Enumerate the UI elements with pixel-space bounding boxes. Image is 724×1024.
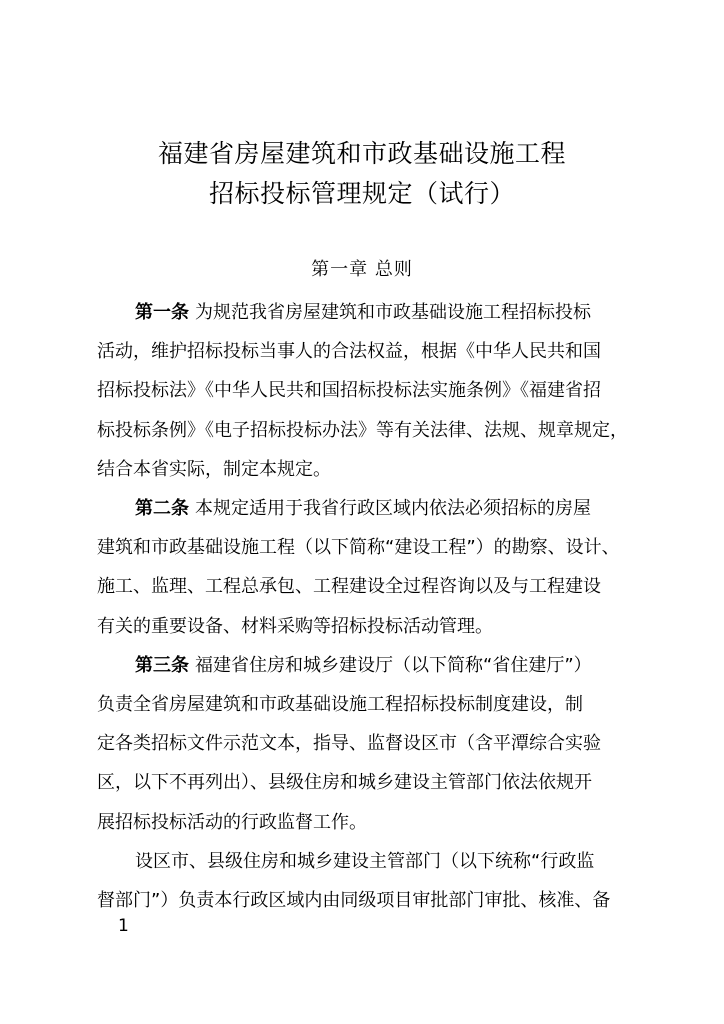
chapter-heading: 第一章 总则 bbox=[311, 259, 413, 280]
paragraph-line: 建筑和市政基础设施工程（以下简称“建设工程”）的勘察、设计、 bbox=[97, 537, 620, 559]
article-label: 第一条 bbox=[135, 302, 189, 323]
paragraph-line: 展招标投标活动的行政监督工作。 bbox=[97, 811, 367, 833]
title-line-1: 福建省房屋建筑和市政基础设施工程 bbox=[157, 139, 566, 168]
paragraph-line: 定各类招标文件示范文本，指导、监督设区市（含平潭综合实验 bbox=[97, 733, 601, 755]
paragraph-line bbox=[97, 293, 653, 332]
page-number: 1 bbox=[118, 916, 129, 936]
paragraph-line: 施工、监理、工程总承包、工程建设全过程咨询以及与工程建设 bbox=[97, 576, 601, 598]
paragraph-line: 负责全省房屋建筑和市政基础设施工程招标投标制度建设，制 bbox=[97, 694, 583, 716]
title-line-2: 招标投标管理规定（试行） bbox=[208, 179, 515, 208]
document-title bbox=[0, 134, 724, 214]
article-text: 福建省住房和城乡建设厅（以下简称“省住建厅”） bbox=[195, 654, 592, 676]
document-body bbox=[97, 293, 653, 920]
paragraph-line: 督部门”）负责本行政区域内由同级项目审批部门审批、核准、备 bbox=[97, 890, 611, 912]
paragraph-line bbox=[97, 646, 653, 685]
article-label: 第二条 bbox=[135, 498, 189, 520]
paragraph-line: 招标投标法》《中华人民共和国招标投标法实施条例》《福建省招 bbox=[97, 380, 601, 402]
paragraph-line bbox=[97, 489, 653, 528]
article-text: 为规范我省房屋建筑和市政基础设施工程招标投标 bbox=[195, 302, 591, 323]
paragraph-line: 区，以下不再列出）、县级住房和城乡建设主管部门依法依规开 bbox=[97, 772, 592, 794]
article-label: 第三条 bbox=[135, 654, 189, 676]
paragraph-line: 活动，维护招标投标当事人的合法权益，根据《中华人民共和国 bbox=[97, 341, 601, 363]
paragraph-line: 标投标条例》《电子招标投标办法》等有关法律、法规、规章规定， bbox=[97, 419, 628, 441]
article-text: 本规定适用于我省行政区域内依法必须招标的房屋 bbox=[195, 498, 591, 520]
article-2 bbox=[97, 489, 653, 646]
article-3 bbox=[97, 646, 653, 842]
trailing-paragraph bbox=[97, 842, 653, 920]
paragraph-line: 有关的重要设备、材料采购等招标投标活动管理。 bbox=[97, 615, 493, 637]
article-1 bbox=[97, 293, 653, 489]
paragraph-line: 设区市、县级住房和城乡建设主管部门（以下统称“行政监 bbox=[135, 850, 595, 872]
paragraph-line: 结合本省实际，制定本规定。 bbox=[97, 458, 331, 480]
